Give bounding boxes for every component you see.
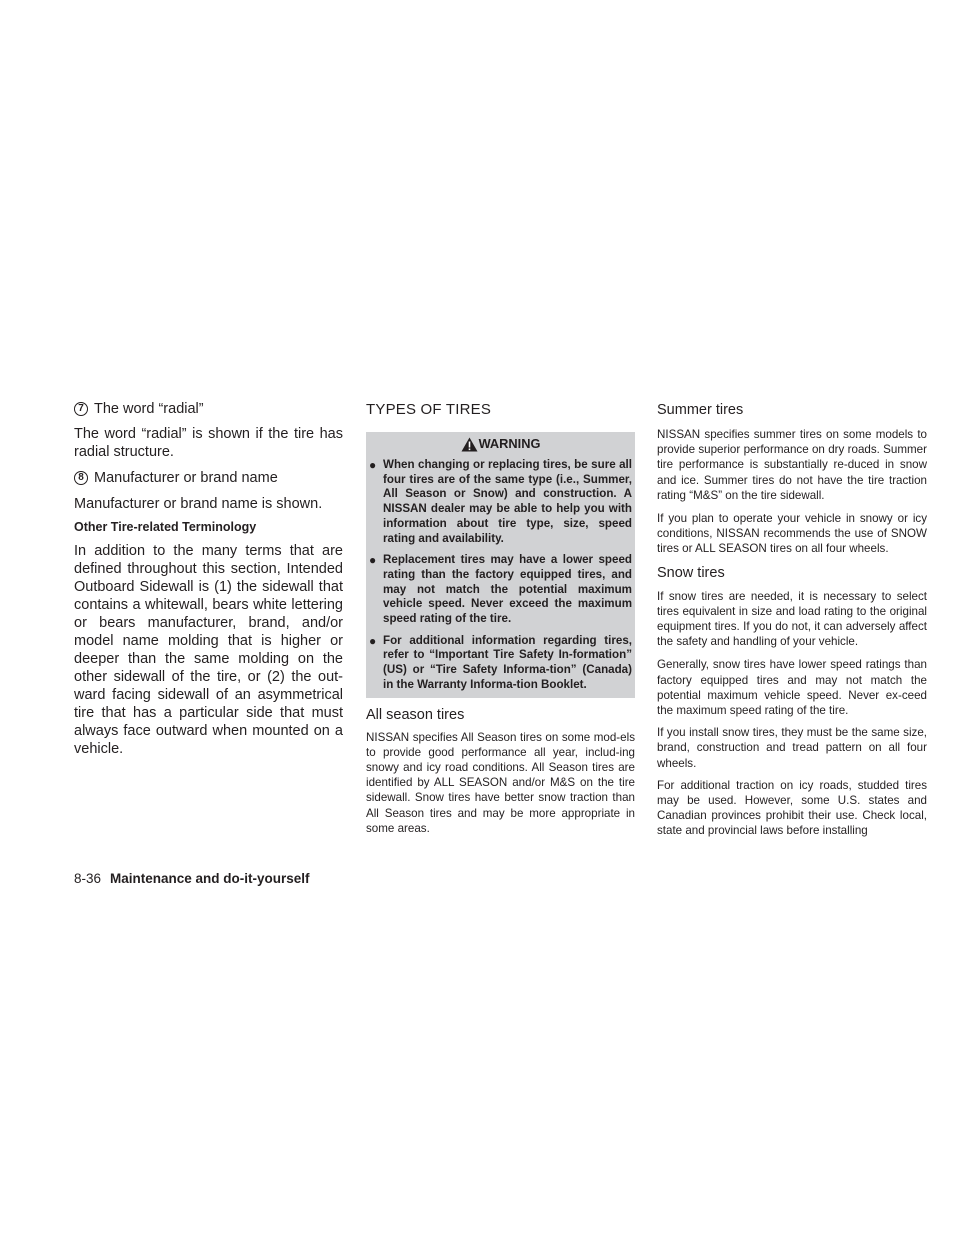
page-footer <box>74 871 310 886</box>
warning-triangle-icon <box>461 437 478 452</box>
snow-tires-paragraph-2: Generally, snow tires have lower speed ratings than factory equipped tires and may not match the potential maximum vehicle speed. Never ex-ceed the maximum speed rating of the tire. <box>657 658 927 718</box>
item-7-text: The word “radial” is shown if the tire has radial structure. <box>74 426 343 460</box>
summer-tires-paragraph-1: NISSAN specifies summer tires on some models to provide superior performance on dry roads. Summer tire performance is substantially re-duced in snow and ice. Summer tires do not have the tire traction rating “M&S” on the tire sidewall. <box>657 428 927 502</box>
warning-label: WARNING <box>478 436 541 451</box>
snow-tires-heading: Snow tires <box>657 564 725 581</box>
left-column <box>74 400 343 758</box>
bullet-icon: ● <box>369 458 377 472</box>
snow-tires-paragraph-3: If you install snow tires, they must be the same size, brand, construction and tread pattern on all four wheels. <box>657 726 927 770</box>
item-8-title: Manufacturer or brand name <box>94 470 278 486</box>
item-8-text: Manufacturer or brand name is shown. <box>74 496 323 512</box>
terminology-paragraph: In addition to the many terms that are defined throughout this section, Intended Outboard Sidewall is (1) the sidewall that contains a whitewall, bears white lettering or bears manufacturer, brand, and/or model name molding that is higher or deeper than the same molding on the other sidewall of the tire, or (2) the out-ward facing sidewall of an asymmetrical tire that has a particular side that must always face outward when mounted on a vehicle. <box>74 543 343 757</box>
types-of-tires-heading: TYPES OF TIRES <box>366 401 492 418</box>
warning-item <box>369 634 632 693</box>
terminology-subheading: Other Tire-related Terminology <box>74 520 257 534</box>
warning-item-text: Replacement tires may have a lower speed rating than the factory equipped tires, and may not match the potential maximum vehicle speed. Never exceed the maximum speed rating of the tire. <box>383 553 632 626</box>
summer-tires-heading: Summer tires <box>657 402 744 418</box>
warning-box <box>366 432 635 698</box>
right-column <box>657 400 927 839</box>
summer-tires-paragraph-2: If you plan to operate your vehicle in snowy or icy conditions, NISSAN recommends the use of SNOW tires or ALL SEASON tires on all four wheels. <box>657 512 927 556</box>
warning-item <box>369 553 632 627</box>
page-number: 8-36 <box>74 871 102 886</box>
circled-number-8: 8 <box>74 471 88 485</box>
snow-tires-paragraph-4: For additional traction on icy roads, studded tires may be used. However, some U.S. states and Canadian provinces prohibit their use. Check local, state and provincial laws before installing <box>657 778 927 838</box>
item-7-heading <box>74 400 343 418</box>
section-title: Maintenance and do-it-yourself <box>110 871 310 886</box>
warning-item-text: When changing or replacing tires, be sure all four tires are of the same type (i.e., Summer, All Season or Snow) and construction. A NISSAN dealer may be able to help you with information about tire type, size, speed rating and availability. <box>383 458 632 545</box>
warning-item-text: For additional information regarding tires, refer to “Important Tire Safety In-formation” (US) or “Tire Safety Informa-tion” (Canada) in the Warranty Informa-tion Booklet. <box>383 633 632 691</box>
item-7-title: The word “radial” <box>94 401 204 417</box>
snow-tires-paragraph-1: If snow tires are needed, it is necessary to select tires equivalent in size and load rating to the original equipment tires. If you do not, it can adversely affect the safety and handling of your vehicle. <box>657 589 927 649</box>
all-season-text: NISSAN specifies All Season tires on some mod-els to provide good performance all year, includ-ing snowy and icy road conditions. All Season tires are identified by ALL SEASON and/or M&S on the tire sidewall. Snow tires have better snow traction than All Season tires and may be more appropriate in some areas. <box>366 730 635 835</box>
bullet-icon: ● <box>369 553 377 568</box>
warning-title <box>369 434 632 454</box>
middle-column <box>366 400 635 836</box>
item-8-heading <box>74 469 343 487</box>
all-season-heading: All season tires <box>366 706 465 723</box>
warning-item <box>369 458 632 546</box>
bullet-icon: ● <box>369 633 377 648</box>
circled-number-7: 7 <box>74 402 88 416</box>
